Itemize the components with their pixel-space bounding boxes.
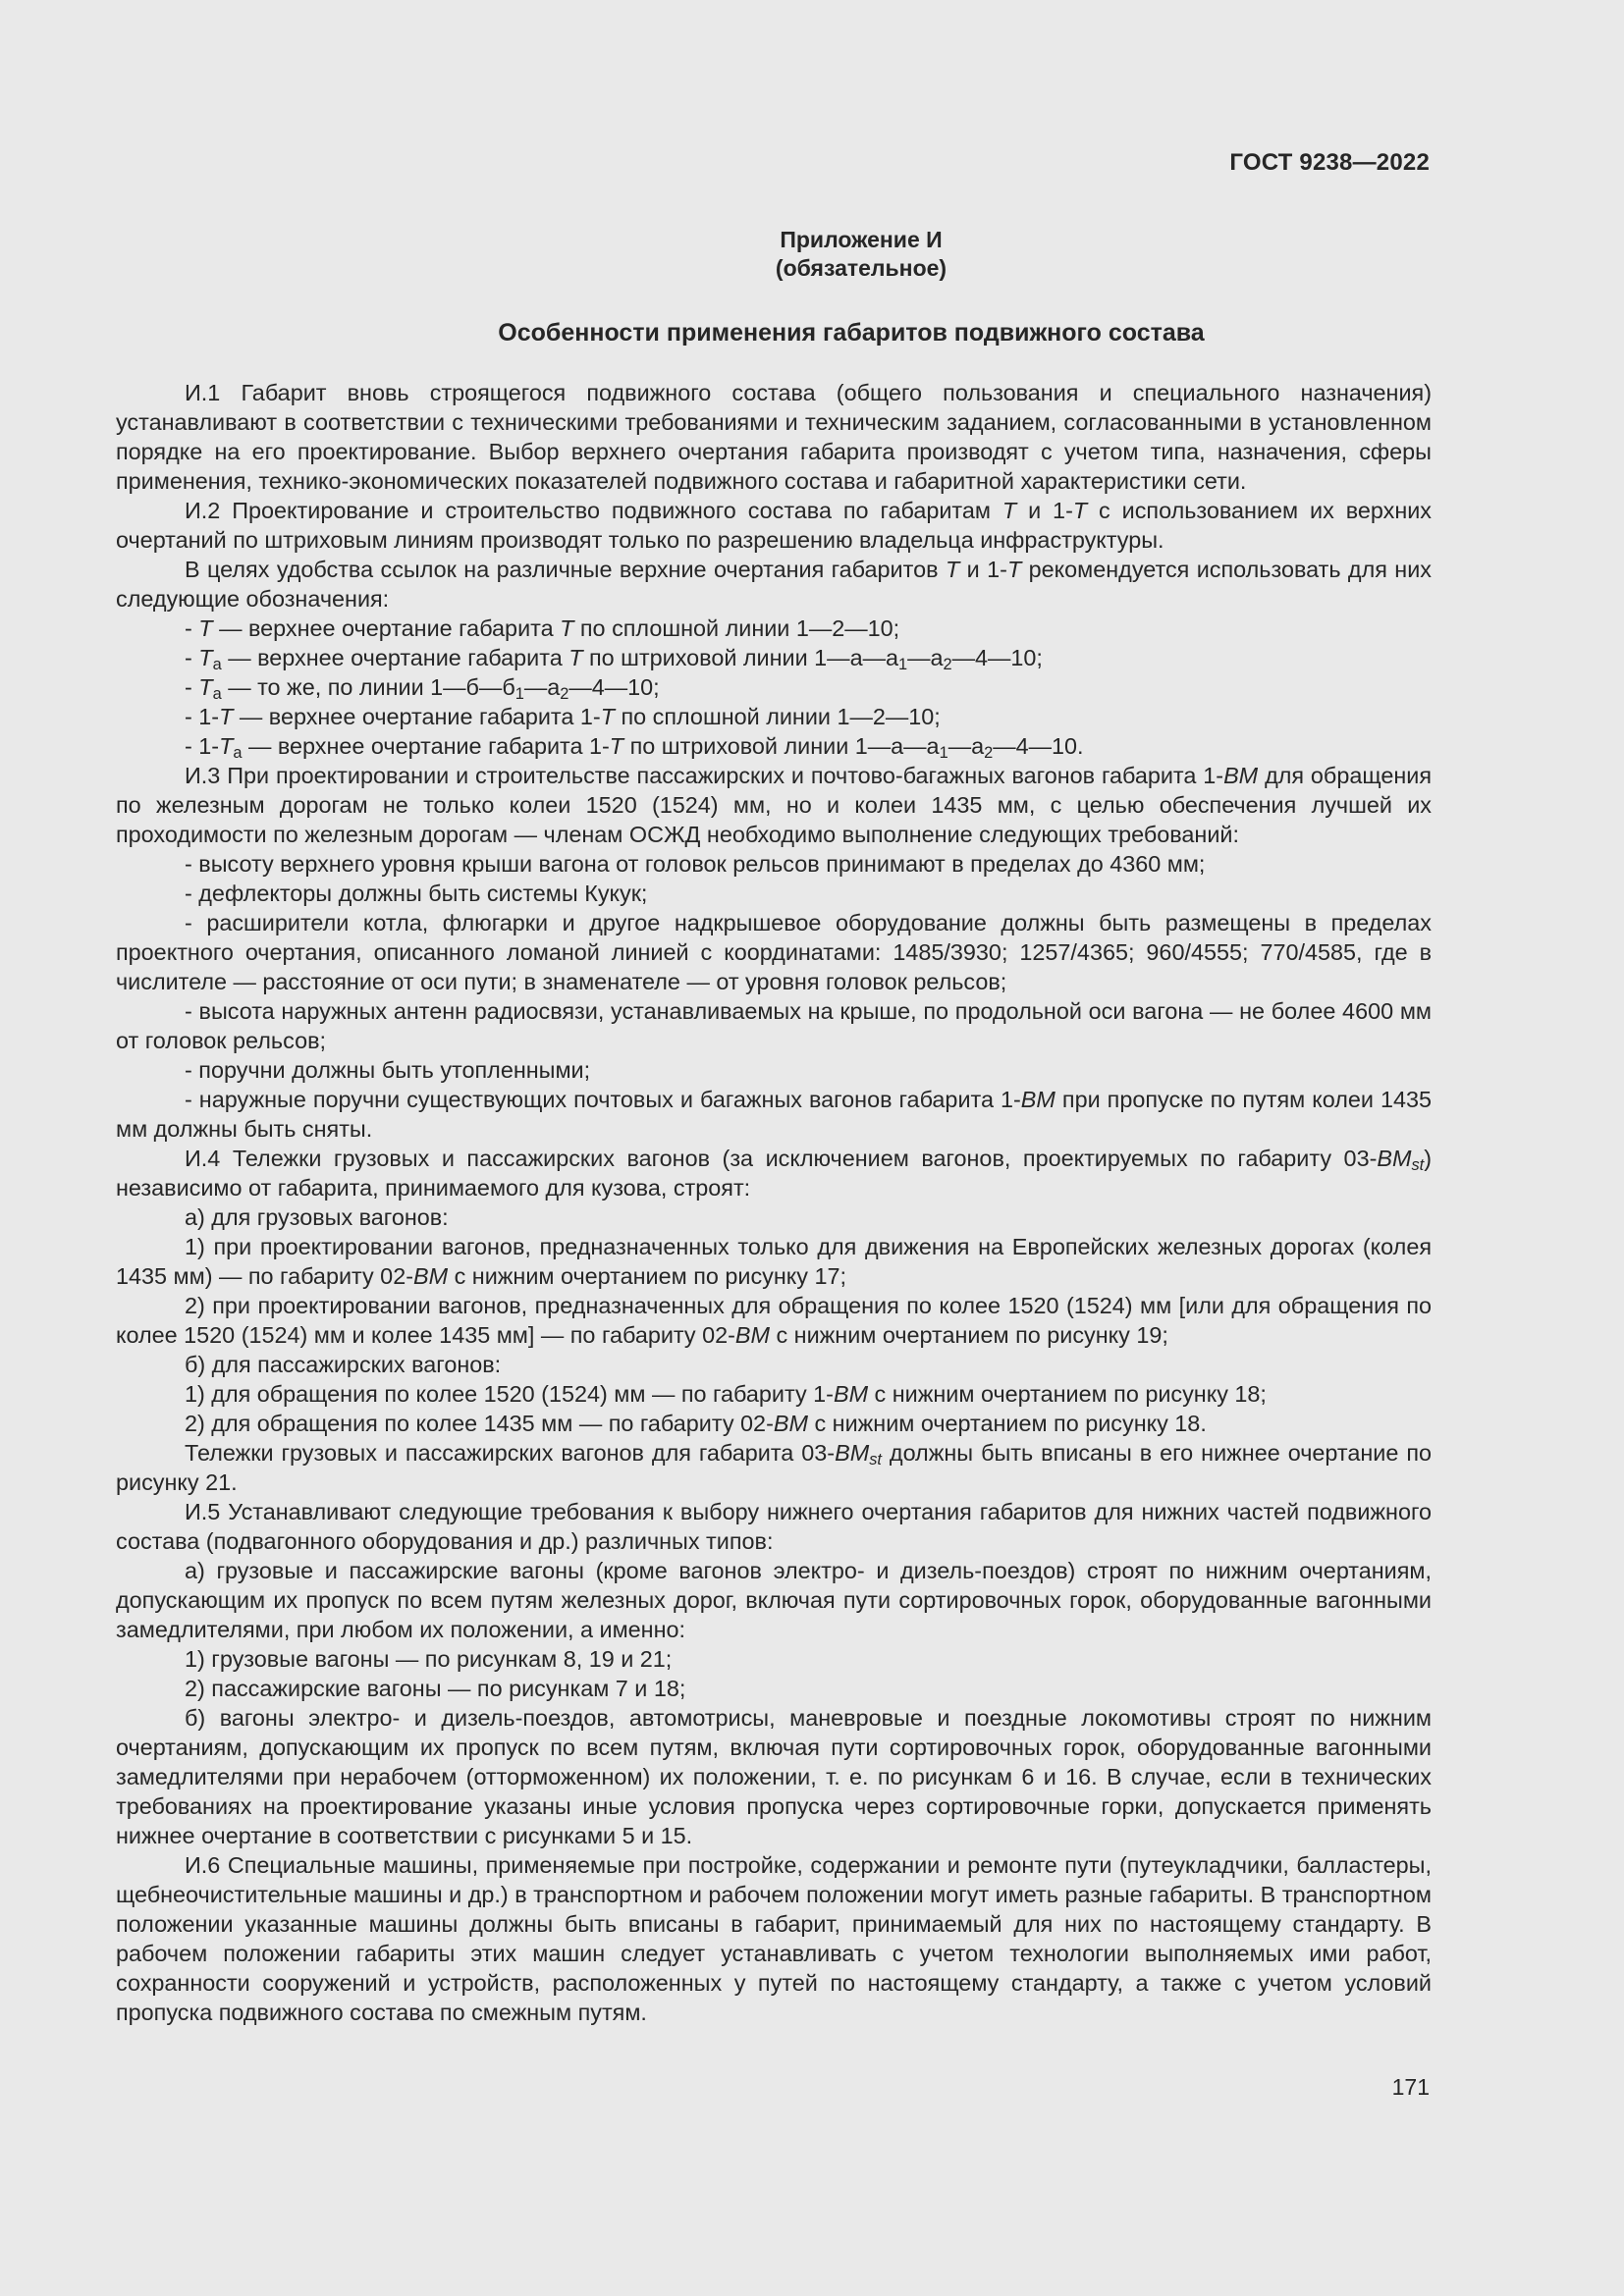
list-item: - $1-T_a$ — верхнее очертание габарита 1-T по штриховой линии $1—а—а_1—а_2—4—10$. (185, 733, 1084, 762)
requirement-item: - высота наружных антенн радиосвязи, устанавливаемых на крыше, по продольной оси вагона — не более 4600 мм от головок рельсов; (116, 998, 1432, 1053)
requirement-item: - высоту верхнего уровня крыши вагона от головок рельсов принимают в пределах до 4360 мм; (185, 851, 1206, 877)
requirement-item: - наружные поручни существующих почтовых и багажных вагонов габарита 1-ВМ при пропуске по путям колеи 1435 мм должны быть сняты. (116, 1087, 1432, 1142)
appendix-status: (обязательное) (775, 255, 947, 281)
page-number: 171 (1391, 2074, 1430, 2100)
standard-number: ГОСТ 9238—2022 (1229, 149, 1430, 176)
list-item: - T — верхнее очертание габарита T по сплошной линии 1—2—10; (185, 615, 900, 641)
list-item: 1) при проектировании вагонов, предназначенных только для движения на Европейских железных дорогах (колея 1435 мм) — по габариту 02-ВМ с нижним очертанием по рисунку 17; (116, 1234, 1432, 1289)
appendix-heading (0, 226, 1624, 283)
requirement-item: - поручни должны быть утопленными; (185, 1057, 591, 1083)
paragraph-i1: И.1 Габарит вновь строящегося подвижного состава (общего пользования и специального назначения) устанавливают в соответствии с техническими требованиями и техническим заданием, согласованными в установленном порядке на его проектирование. Выбор верхнего очертания габарита производят с учетом типа, назначения, сферы применения, технико-экономических показателей подвижного состава и габаритной характеристики сети. (116, 380, 1432, 494)
list-item: 2) при проектировании вагонов, предназначенных для обращения по колее 1520 (1524) мм [или для обращения по колее 1520 (1524) мм и колее 1435 мм] — по габариту 02-ВМ с нижним очертанием по рисунку 19; (116, 1293, 1432, 1348)
list-item: - $T_a$ — верхнее очертание габарита T по штриховой линии $1—а—а_1—а_2—4—10$; (185, 645, 1043, 673)
body-text (116, 378, 1432, 2027)
paragraph-designations: В целях удобства ссылок на различные верхние очертания габаритов T и 1-T рекомендуется использовать для них следующие обозначения: (116, 557, 1432, 612)
list-item: а) для грузовых вагонов: (185, 1204, 449, 1230)
list-item: 1) для обращения по колее 1520 (1524) мм — по габариту 1-ВМ с нижним очертанием по рисунку 18; (185, 1381, 1267, 1407)
list-item: - 1-T — верхнее очертание габарита 1-T по сплошной линии 1—2—10; (185, 704, 941, 729)
paragraph-i2: И.2 Проектирование и строительство подвижного состава по габаритам T и 1-T с использованием их верхних очертаний по штриховым линиям производят только по разрешению владельца инфраструктуры. (116, 498, 1432, 553)
list-item: б) вагоны электро- и дизель-поездов, автомотрисы, маневровые и поездные локомотивы строят по нижним очертаниям, допускающим их пропуск по всем путям, включая пути сортировочных горок, оборудованные вагонными замедлителями при нерабочем (отторможенном) их положении, т. е. по рисункам 6 и 16. В случае, если в технических требованиях на проектирование указаны иные условия пропуска через сортировочные горки, допускается применять нижнее очертание в соответствии с рисунками 5 и 15. (116, 1705, 1432, 1848)
section-title: Особенности применения габаритов подвижного состава (498, 319, 1205, 347)
paragraph-i6: И.6 Специальные машины, применяемые при постройке, содержании и ремонте пути (путеукладчики, балластеры, щебнеочистительные машины и др.) в транспортном и рабочем положении могут иметь разные габариты. В транспортном положении указанные машины должны быть вписаны в габарит, принимаемый для них по настоящему стандарту. В рабочем положении габариты этих машин следует устанавливать с учетом технологии выполняемых ими работ, сохранности сооружений и устройств, расположенных у путей по настоящему стандарту, а также с учетом условий пропуска подвижного состава по смежным путям. (116, 1852, 1432, 2025)
list-item: - $T_a$ — то же, по линии $1—б—б_1—а_2—4—10$; (185, 674, 660, 703)
list-item: 1) грузовые вагоны — по рисункам 8, 19 и 21; (185, 1646, 673, 1672)
appendix-label: Приложение И (780, 227, 943, 252)
list-item: б) для пассажирских вагонов: (185, 1352, 502, 1377)
requirement-item: - расширители котла, флюгарки и другое надкрышевое оборудование должны быть размещены в пределах проектного очертания, описанного ломаной линией с координатами: 1485/3930; 1257/4365; 960/4555; 770/4585, где в числителе — расстояние от оси пути; в знаменателе — от уровня головок рельсов; (116, 910, 1432, 994)
paragraph-i4: И.4 Тележки грузовых и пассажирских вагонов (за исключением вагонов, проектируемых по габариту $03-ВМ_{st}$) независимо от габарита, принимаемого для кузова, строят: (116, 1146, 1432, 1201)
paragraph-bogies: Тележки грузовых и пассажирских вагонов для габарита $03-ВМ_{st}$ должны быть вписаны в его нижнее очертание по рисунку 21. (116, 1440, 1432, 1495)
list-item: а) грузовые и пассажирские вагоны (кроме вагонов электро- и дизель-поездов) строят по нижним очертаниям, допускающим их пропуск по всем путям железных дорог, включая пути сортировочных горок, оборудованные вагонными замедлителями, при любом их положении, а именно: (116, 1558, 1432, 1642)
list-item: 2) пассажирские вагоны — по рисункам 7 и 18; (185, 1676, 686, 1701)
list-item: 2) для обращения по колее 1435 мм — по габариту 02-ВМ с нижним очертанием по рисунку 18. (185, 1411, 1207, 1436)
paragraph-i3: И.3 При проектировании и строительстве пассажирских и почтово-багажных вагонов габарита 1-ВМ для обращения по железным дорогам не только колеи 1520 (1524) мм, но и колеи 1435 мм, с целью обеспечения лучшей их проходимости по железным дорогам — членам ОСЖД необходимо выполнение следующих требований: (116, 763, 1432, 847)
paragraph-i5: И.5 Устанавливают следующие требования к выбору нижнего очертания габаритов для нижних частей подвижного состава (подвагонного оборудования и др.) различных типов: (116, 1499, 1432, 1554)
requirement-item: - дефлекторы должны быть системы Кукук; (185, 881, 648, 906)
